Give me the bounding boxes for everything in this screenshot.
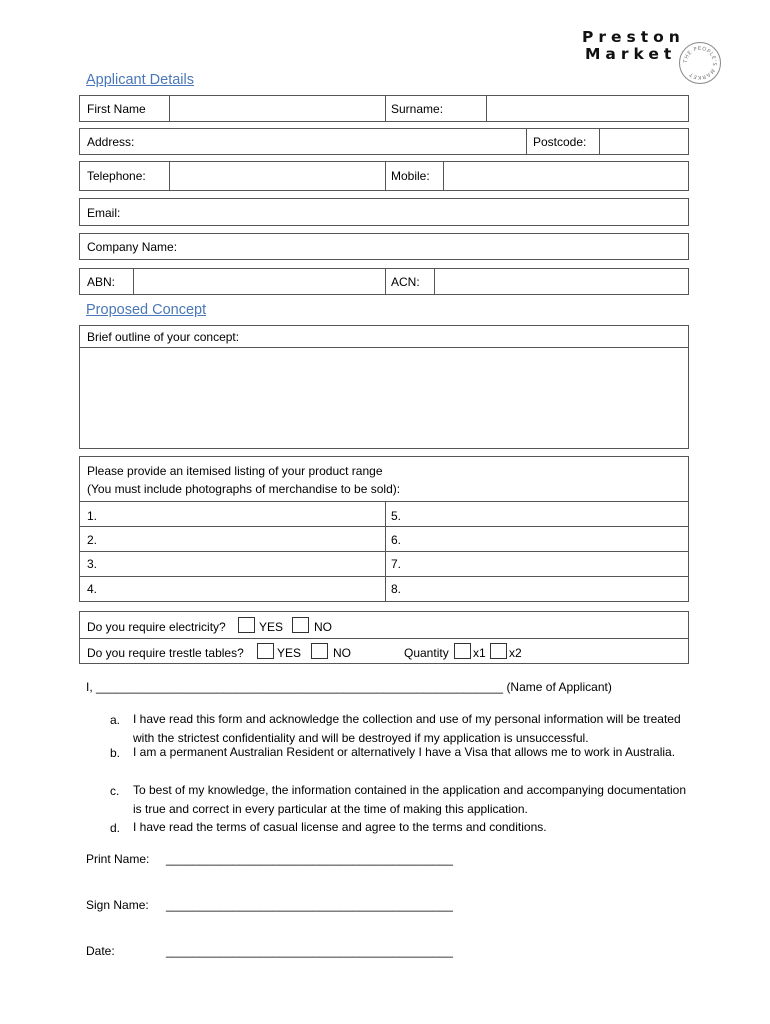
surname-field[interactable] xyxy=(487,96,688,121)
svg-text:THE PEOPLE'S MARKET xyxy=(683,46,717,80)
product-item-8[interactable]: 8. xyxy=(391,582,402,596)
postcode-label: Postcode: xyxy=(533,135,587,149)
applicant-details-title: Applicant Details xyxy=(86,72,194,88)
email-row xyxy=(79,198,689,226)
tables-question: Do you require trestle tables? xyxy=(87,646,244,660)
concept-box xyxy=(79,325,689,449)
print-name-label: Print Name: xyxy=(86,852,150,866)
logo-seal-icon xyxy=(679,42,721,84)
electricity-no-checkbox[interactable] xyxy=(292,617,309,633)
abn-field[interactable] xyxy=(134,269,385,294)
mobile-label: Mobile: xyxy=(391,169,430,183)
product-item-7[interactable]: 7. xyxy=(391,557,402,571)
email-field[interactable] xyxy=(130,199,688,225)
email-label: Email: xyxy=(87,206,121,220)
concept-outline-label: Brief outline of your concept: xyxy=(87,330,240,344)
declaration-item-b: I am a permanent Australian Resident or alternatively I have a Visa that allows me to work in Australia. xyxy=(133,745,676,759)
quantity-x1-checkbox[interactable] xyxy=(454,643,471,659)
product-item-5[interactable]: 5. xyxy=(391,509,402,523)
product-range-prompt-1: Please provide an itemised listing of your product range xyxy=(87,464,383,478)
acn-label: ACN: xyxy=(391,275,420,289)
electricity-question: Do you require electricity? xyxy=(87,620,226,634)
acn-field[interactable] xyxy=(435,269,688,294)
logo-seal-text: THE PEOPLE'S MARKET xyxy=(682,45,718,81)
tables-no-checkbox[interactable] xyxy=(311,643,328,659)
declaration-item-a: I have read this form and acknowledge the collection and use of my personal information will be treated with the strictest confidentiality and will be destroyed if my application is unsuccessful. xyxy=(133,712,681,745)
quantity-x2-checkbox[interactable] xyxy=(490,643,507,659)
tables-yes-label: YES xyxy=(277,646,302,660)
sign-name-label: Sign Name: xyxy=(86,898,149,912)
proposed-concept-title: Proposed Concept xyxy=(86,302,207,318)
logo-line-1: Preston xyxy=(582,28,685,46)
electricity-yes-checkbox[interactable] xyxy=(238,617,255,633)
logo-line-2: Market xyxy=(585,45,677,63)
address-field[interactable] xyxy=(140,129,525,154)
quantity-x2-label: x2 xyxy=(509,646,522,660)
tables-no-label: NO xyxy=(333,646,351,660)
product-range-table xyxy=(79,456,689,602)
quantity-x1-label: x1 xyxy=(473,646,486,660)
sign-name-line[interactable]: ___________________________________________ xyxy=(166,898,453,912)
product-item-2[interactable]: 2. xyxy=(87,533,98,547)
declaration-item-d: I have read the terms of casual license and agree to the terms and conditions. xyxy=(133,820,547,834)
surname-label: Surname: xyxy=(391,102,444,116)
requirements-box xyxy=(79,611,689,664)
address-label: Address: xyxy=(87,135,135,149)
electricity-no-label: NO xyxy=(314,620,332,634)
telephone-field[interactable] xyxy=(170,162,385,190)
first-name-label: First Name xyxy=(87,102,146,116)
date-label: Date: xyxy=(86,944,115,958)
product-item-6[interactable]: 6. xyxy=(391,533,402,547)
postcode-field[interactable] xyxy=(600,129,688,154)
phone-row xyxy=(79,161,689,191)
declaration-item-c: To best of my knowledge, the information contained in the application and accompanying documentation is true and correct in every particular at the time of making this application. xyxy=(133,783,687,816)
quantity-label: Quantity xyxy=(404,646,449,660)
tables-yes-checkbox[interactable] xyxy=(257,643,274,659)
abn-label: ABN: xyxy=(87,275,116,289)
telephone-label: Telephone: xyxy=(87,169,146,183)
concept-outline-field[interactable] xyxy=(80,348,688,448)
declaration-letter-a: a. xyxy=(110,713,121,727)
declaration-letter-d: d. xyxy=(110,821,121,835)
date-line[interactable]: ___________________________________________ xyxy=(166,944,453,958)
product-item-1[interactable]: 1. xyxy=(87,509,98,523)
address-row xyxy=(79,128,689,155)
company-label: Company Name: xyxy=(87,240,178,254)
product-range-prompt-2: (You must include photographs of merchandise to be sold): xyxy=(87,482,401,496)
name-row xyxy=(79,95,689,122)
declaration-letter-b: b. xyxy=(110,746,121,760)
product-item-4[interactable]: 4. xyxy=(87,582,98,596)
declaration-intro: I, _____________________________________________________________ (Name of Applicant) xyxy=(86,680,612,694)
company-row xyxy=(79,233,689,260)
electricity-yes-label: YES xyxy=(259,620,284,634)
company-field[interactable] xyxy=(190,234,688,259)
declaration-letter-c: c. xyxy=(110,784,120,798)
product-item-3[interactable]: 3. xyxy=(87,557,98,571)
first-name-field[interactable] xyxy=(170,96,385,121)
mobile-field[interactable] xyxy=(444,162,688,190)
abn-acn-row xyxy=(79,268,689,295)
print-name-line[interactable]: ___________________________________________ xyxy=(166,852,453,866)
